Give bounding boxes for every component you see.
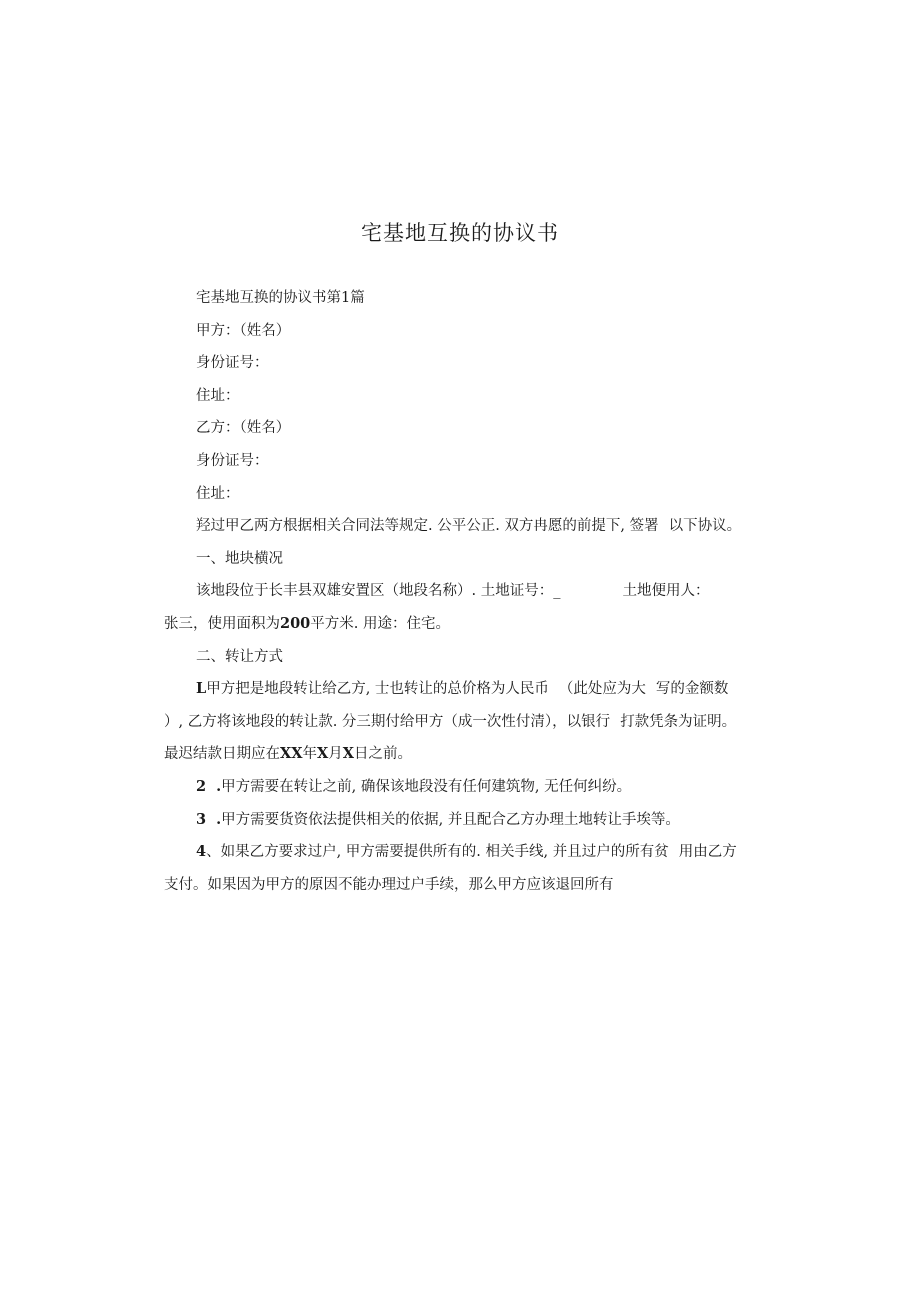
clause-3-text: 甲方需要货资依法提供相关的依据, 并且配合乙方办理土地转让手埃等。 [221, 811, 680, 828]
party-a-name [164, 315, 774, 348]
clause-1-number: L [196, 680, 207, 698]
party-b-address-text: 住址： [196, 485, 240, 502]
deadline-text: 最迟结款日期应在 [164, 746, 280, 763]
clause-1-text-e: 打款凭条为证明。 [620, 713, 737, 730]
party-a-id [164, 347, 774, 380]
deadline-end: 日之前。 [354, 746, 413, 763]
land-user-label: 土地便用人： [622, 583, 710, 600]
parcel-usage-end: 平方米. 用途：住宅。 [310, 615, 450, 632]
clause-4-number: 4 [196, 843, 207, 861]
preamble-text-end: 以下协议。 [668, 518, 742, 535]
clause-4-text-c: 支付。如果因为甲方的原因不能办理过户手续，那么甲方应该退回所有 [164, 876, 614, 893]
clause-3-dot: . [216, 810, 222, 828]
clause-1-line-2 [164, 706, 774, 739]
section-2-heading-text: 二、转让方式 [196, 648, 283, 665]
parcel-location [164, 575, 774, 608]
section-1-heading [164, 543, 774, 576]
clause-2-number: 2 [196, 777, 207, 795]
parcel-usage [164, 608, 774, 641]
document-title: 宅基地互换的协议书 [361, 221, 559, 245]
deadline-month: X [317, 745, 329, 763]
preamble [164, 510, 774, 543]
party-a-name-text: 甲方：（姓名） [196, 322, 291, 339]
parcel-area-value: 200 [280, 614, 311, 632]
clause-4-line-1 [164, 836, 774, 869]
parcel-location-text: 该地段位于长丰县双雄安置区（地段名称）. 土地证号：_ [196, 583, 561, 600]
deadline-day: X [342, 745, 355, 763]
deadline-month-unit: 月 [328, 746, 343, 763]
clause-1-text-a: 甲方把是地段转让给乙方, 士也转让的总价格为人民币 [206, 681, 549, 698]
parcel-usage-text: 张三，使用面积为 [164, 615, 280, 632]
clause-4-line-2 [164, 869, 774, 902]
section-heading-text: 宅基地互换的协议书第1篇 [196, 290, 365, 306]
clause-2-dot: . [216, 777, 222, 795]
clause-3-number: 3 [196, 810, 207, 828]
preamble-text: 羟过甲乙两方根据相关合同法等规定. 公平公正. 双方冉愿的前提下, 签署 [196, 518, 659, 535]
clause-1-text-d: ）, 乙方将该地段的转让款. 分三期付给甲方（成一次性付清），以银行 [164, 713, 611, 730]
clause-1-line-3 [164, 738, 774, 771]
party-a-address [164, 380, 774, 413]
section-1-heading-text: 一、地块横况 [196, 550, 283, 567]
section-2-heading [164, 641, 774, 674]
party-a-id-text: 身份证号： [196, 355, 269, 372]
clause-3 [164, 804, 774, 837]
deadline-year-unit: 年 [302, 746, 318, 763]
document-body [164, 282, 774, 901]
clause-1-text-c: 写的金额数 [655, 681, 729, 698]
party-b-address [164, 478, 774, 511]
clause-1-text-b: （此处应为大 [558, 681, 646, 698]
clause-2-text: 甲方需要在转让之前, 确保该地段没有任何建筑物, 无任何纠纷。 [221, 778, 632, 795]
deadline-year: XX [280, 745, 303, 763]
party-b-id [164, 445, 774, 478]
party-b-name-text: 乙方：（姓名） [196, 420, 291, 437]
party-b-name [164, 412, 774, 445]
section-heading [164, 282, 774, 315]
party-a-address-text: 住址： [196, 387, 240, 404]
clause-4-text-a: 、如果乙方要求过户, 甲方需要提供所有的. 相关手线, 并且过户的所有贫 [206, 844, 669, 861]
party-b-id-text: 身份证号： [196, 452, 269, 469]
clause-2 [164, 771, 774, 804]
clause-1-line-1 [164, 673, 774, 706]
clause-4-text-b: 用由乙方 [678, 844, 737, 861]
